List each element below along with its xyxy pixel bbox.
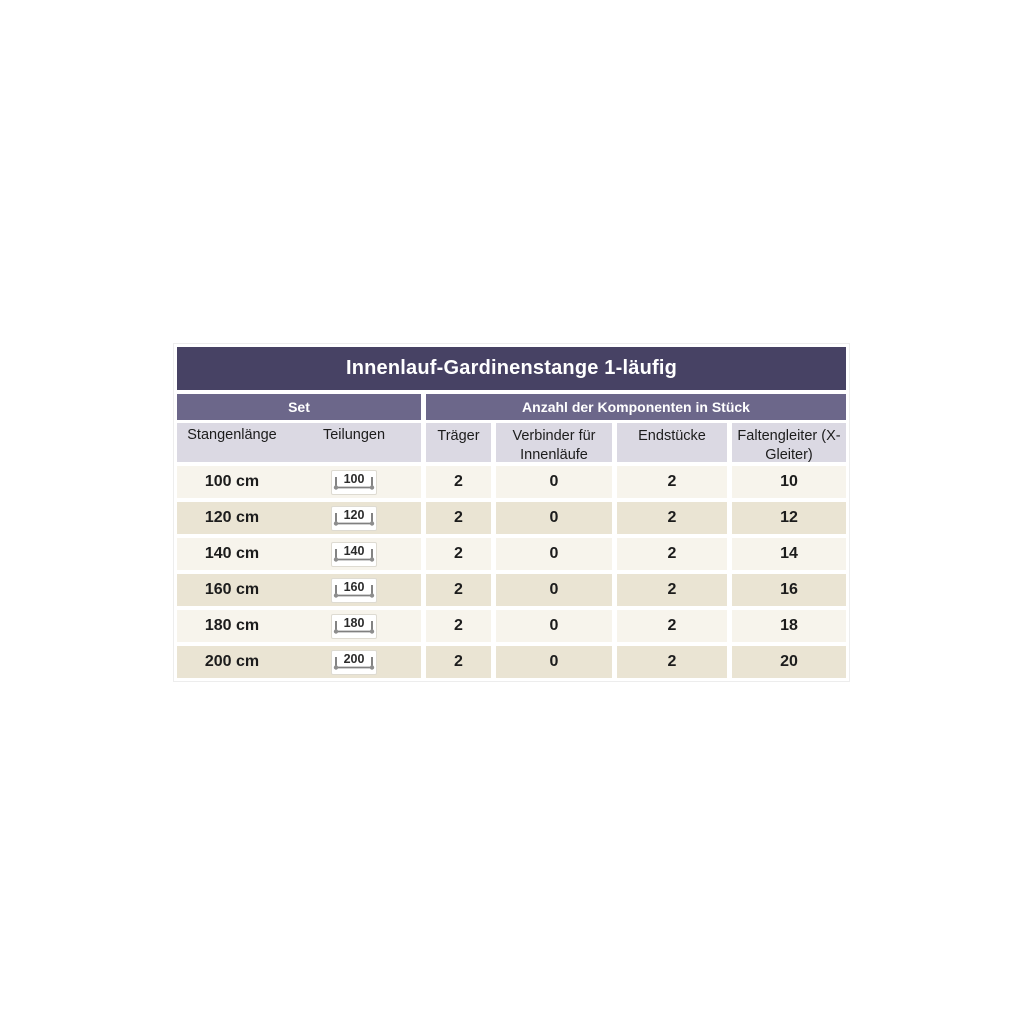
table-row: [177, 502, 846, 534]
cell-teilungen: [287, 506, 421, 531]
col-header-faltengleiter: Faltengleiter (X-Gleiter): [732, 423, 846, 462]
cell-traeger: 2: [426, 466, 491, 498]
cell-length: 120 cm: [204, 509, 260, 526]
cell-endstuecke: 2: [617, 646, 727, 678]
cell-faltengleiter: 16: [732, 574, 846, 606]
group-header-row: [177, 394, 846, 420]
cell-verbinder: 0: [496, 538, 612, 570]
table-row: [177, 466, 846, 498]
table-row: [177, 610, 846, 642]
table-row: [177, 574, 846, 606]
cell-endstuecke: 2: [617, 502, 727, 534]
cell-traeger: 2: [426, 574, 491, 606]
cell-endstuecke: 2: [617, 466, 727, 498]
rod-dimension-icon: [331, 650, 377, 675]
cell-traeger: 2: [426, 538, 491, 570]
svg-text:120: 120: [343, 507, 365, 522]
svg-text:160: 160: [343, 579, 365, 594]
cell-traeger: 2: [426, 610, 491, 642]
cell-set: [177, 538, 421, 570]
cell-length: 200 cm: [204, 653, 260, 670]
cell-length: 160 cm: [204, 581, 260, 598]
col-header-stangenlaenge: Stangenlänge: [187, 427, 277, 443]
cell-verbinder: 0: [496, 610, 612, 642]
svg-text:180: 180: [343, 615, 365, 630]
cell-teilungen: [287, 470, 421, 495]
cell-set: [177, 502, 421, 534]
cell-length: 180 cm: [204, 617, 260, 634]
svg-text:200: 200: [343, 651, 365, 666]
rod-dimension-icon: [331, 506, 377, 531]
cell-teilungen: [287, 650, 421, 675]
cell-teilungen: [287, 614, 421, 639]
cell-length: 140 cm: [204, 545, 260, 562]
col-header-endstuecke: Endstücke: [617, 423, 727, 462]
cell-verbinder: 0: [496, 466, 612, 498]
component-table: [173, 343, 850, 682]
col-header-teilungen: Teilungen: [322, 427, 386, 443]
group-header-set: Set: [177, 394, 421, 420]
cell-teilungen: [287, 578, 421, 603]
cell-verbinder: 0: [496, 502, 612, 534]
cell-set: [177, 574, 421, 606]
col-header-verbinder: Verbinder für Innenläufe: [496, 423, 612, 462]
cell-set: [177, 610, 421, 642]
cell-set: [177, 466, 421, 498]
cell-endstuecke: 2: [617, 610, 727, 642]
column-header-row: [177, 423, 846, 462]
rod-dimension-icon: [331, 578, 377, 603]
svg-text:100: 100: [343, 471, 365, 486]
cell-set: [177, 646, 421, 678]
table-row: [177, 646, 846, 678]
rod-dimension-icon: [331, 542, 377, 567]
table-row: [177, 538, 846, 570]
cell-traeger: 2: [426, 502, 491, 534]
cell-endstuecke: 2: [617, 574, 727, 606]
cell-endstuecke: 2: [617, 538, 727, 570]
cell-verbinder: 0: [496, 574, 612, 606]
col-header-traeger: Träger: [426, 423, 491, 462]
cell-faltengleiter: 20: [732, 646, 846, 678]
group-header-components: Anzahl der Komponenten in Stück: [426, 394, 846, 420]
svg-text:140: 140: [343, 543, 365, 558]
cell-faltengleiter: 12: [732, 502, 846, 534]
col-header-set-group: [177, 423, 421, 462]
cell-faltengleiter: 14: [732, 538, 846, 570]
cell-traeger: 2: [426, 646, 491, 678]
cell-faltengleiter: 18: [732, 610, 846, 642]
rod-dimension-icon: [331, 470, 377, 495]
rod-dimension-icon: [331, 614, 377, 639]
cell-verbinder: 0: [496, 646, 612, 678]
cell-faltengleiter: 10: [732, 466, 846, 498]
cell-length: 100 cm: [204, 473, 260, 490]
table-title: Innenlauf-Gardinenstange 1-läufig: [177, 347, 846, 390]
cell-teilungen: [287, 542, 421, 567]
